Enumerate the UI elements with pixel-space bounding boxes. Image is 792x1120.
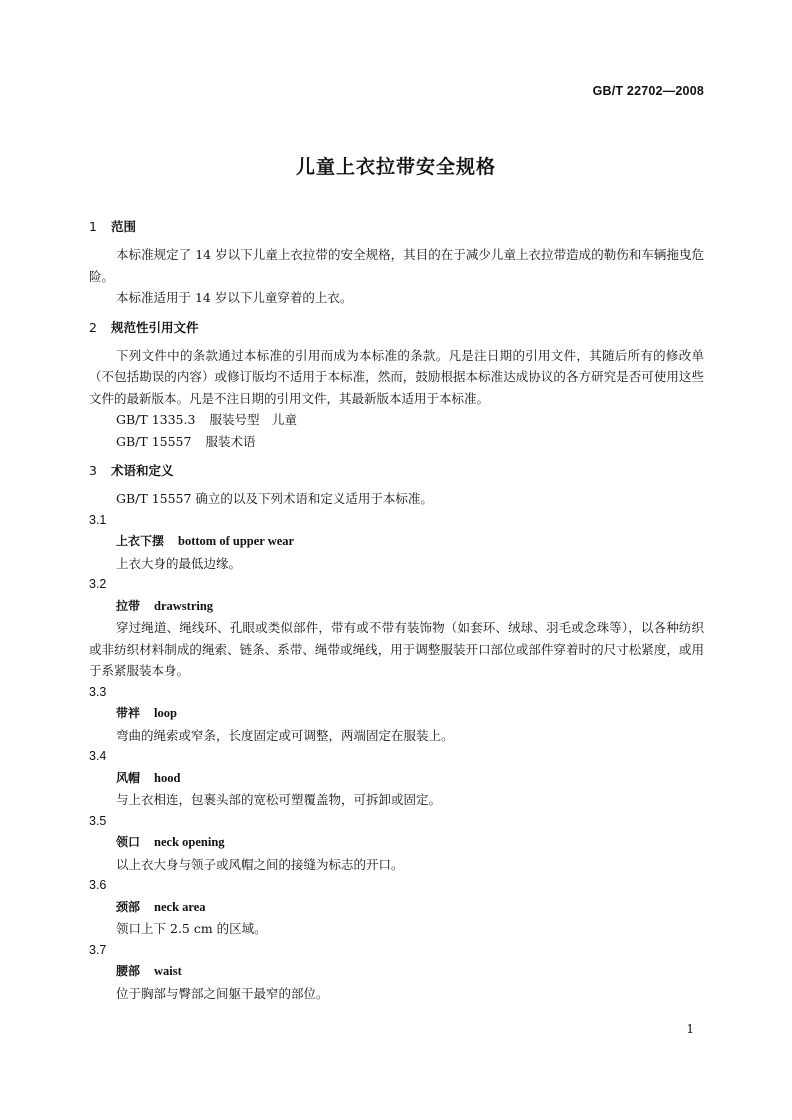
term-number: 3.6 (89, 878, 107, 892)
reference-item: GB/T 1335.3 服装号型 儿童 (116, 412, 297, 427)
term-definition: 以上衣大身与领子或风帽之间的接缝为标志的开口。 (116, 856, 404, 872)
standard-code: GB/T 22702—2008 (592, 84, 704, 98)
term-number: 3.2 (89, 577, 107, 591)
term-name: 领口 neck opening (116, 835, 225, 849)
document-body (89, 217, 704, 1004)
paragraph: 本标准规定了 14 岁以下儿童上衣拉带的安全规格，其目的在于减少儿童上衣拉带造成的勒伤和车辆拖曳危险。 (89, 247, 704, 284)
term-number: 3.7 (89, 942, 107, 957)
term-number: 3.4 (89, 749, 107, 763)
page-number: 1 (686, 1022, 694, 1036)
term-name: 风帽 hood (116, 770, 181, 785)
reference-item: GB/T 15557 服装术语 (116, 433, 256, 449)
term-number: 3.3 (89, 684, 107, 699)
term-definition: 上衣大身的最低边缘。 (116, 555, 242, 571)
term-name: 带袢 loop (116, 706, 177, 720)
term-number: 3.1 (89, 512, 107, 527)
paragraph: GB/T 15557 确立的以及下列术语和定义适用于本标准。 (116, 491, 433, 506)
document-title: 儿童上衣拉带安全规格 (295, 156, 496, 178)
term-definition: 弯曲的绳索或窄条，长度固定或可调整，两端固定在服装上。 (116, 727, 454, 743)
section-heading-1: 1 范围 (89, 219, 137, 234)
section-heading-3: 3 术语和定义 (89, 463, 174, 478)
term-definition: 穿过绳道、绳线环、孔眼或类似部件，带有或不带有装饰物（如套环、绒球、羽毛或念珠等），以各种纺织或非纺织材料制成的绳索、链条、系带、绳带或绳线，用于调整服装开口部位或部件穿着时的尺寸松紧度，或用于系紧服装本身。 (89, 620, 704, 678)
term-definition: 位于胸部与臀部之间躯干最窄的部位。 (116, 985, 329, 1001)
term-name: 上衣下摆 bottom of upper wear (116, 534, 295, 548)
paragraph: 下列文件中的条款通过本标准的引用而成为本标准的条款。凡是注日期的引用文件，其随后所有的修改单（不包括勘误的内容）或修订版均不适用于本标准，然而，鼓励根据本标准达成协议的各方研究是否可使用这些文件的最新版本。凡是不注日期的引用文件，其最新版本适用于本标准。 (89, 347, 704, 406)
term-definition: 与上衣相连，包裹头部的宽松可塑覆盖物，可拆卸或固定。 (116, 792, 442, 807)
term-name: 腰部 waist (116, 964, 182, 978)
term-name: 拉带 drawstring (116, 598, 214, 613)
term-name: 颈部 neck area (116, 899, 206, 914)
section-heading-2: 2 规范性引用文件 (89, 319, 199, 335)
paragraph: 本标准适用于 14 岁以下儿童穿着的上衣。 (116, 290, 353, 305)
term-number: 3.5 (89, 813, 107, 828)
term-definition: 领口上下 2.5 cm 的区域。 (116, 921, 267, 936)
